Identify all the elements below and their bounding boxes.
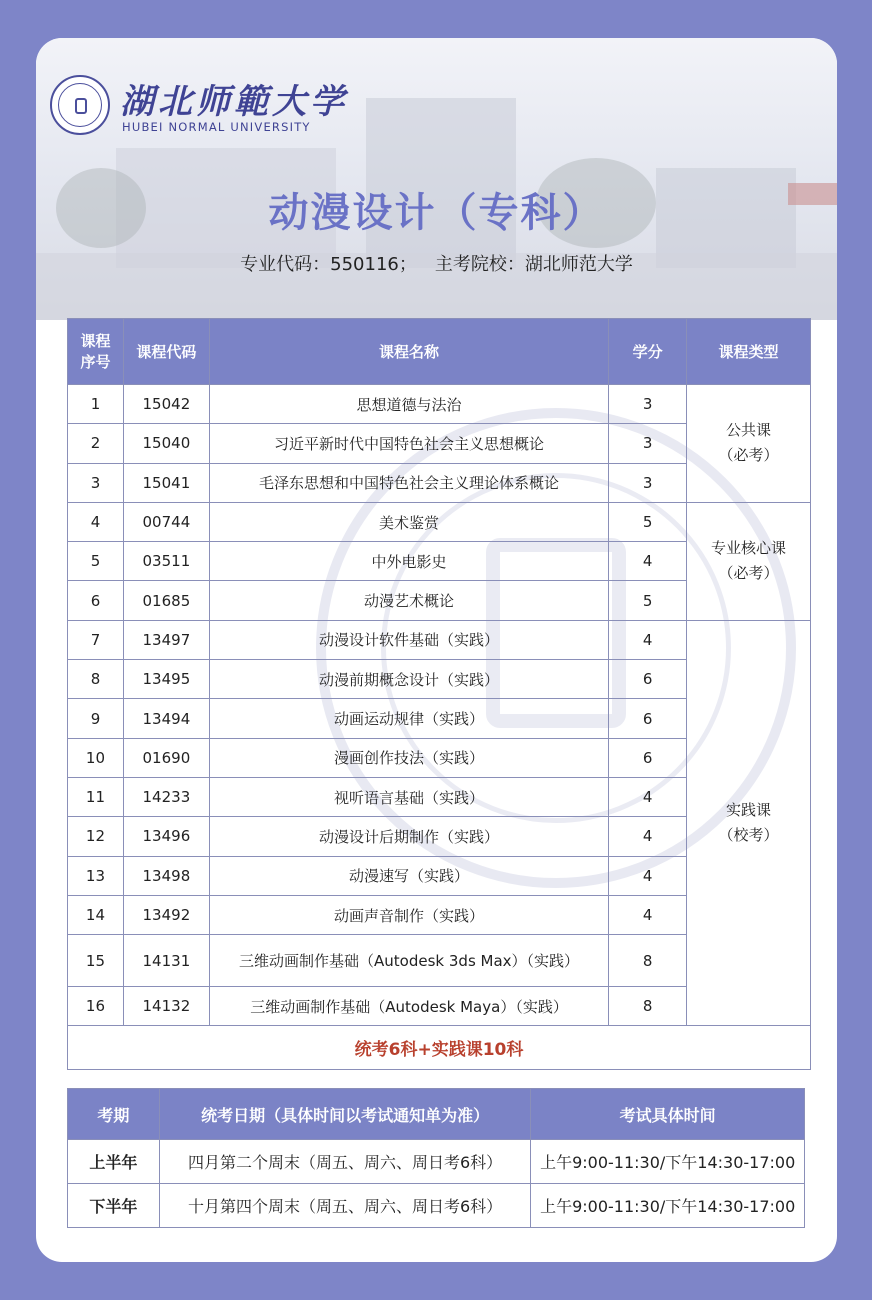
cell-code: 15042 — [123, 385, 209, 424]
cell-code: 15040 — [123, 424, 209, 463]
cell-credit: 3 — [609, 385, 687, 424]
cell-index: 14 — [68, 895, 124, 934]
cell-credit: 4 — [609, 817, 687, 856]
cell-name: 动漫速写（实践） — [209, 856, 608, 895]
table-row — [68, 1140, 805, 1184]
cell-name: 动漫艺术概论 — [209, 581, 608, 620]
cell-credit: 6 — [609, 660, 687, 699]
cell-credit: 5 — [609, 581, 687, 620]
university-name-cn: 湖北师範大学 — [120, 82, 348, 122]
header-name: 课程名称 — [209, 319, 608, 385]
cell-credit: 3 — [609, 424, 687, 463]
cell-code: 13494 — [123, 699, 209, 738]
course-table-header — [68, 319, 811, 385]
cell-credit: 8 — [609, 987, 687, 1026]
cell-index: 6 — [68, 581, 124, 620]
exam-table-header — [68, 1089, 805, 1140]
cell-date: 四月第二个周末（周五、周六、周日考6科） — [159, 1140, 530, 1184]
cell-credit: 4 — [609, 856, 687, 895]
cell-code: 01685 — [123, 581, 209, 620]
cell-index: 9 — [68, 699, 124, 738]
cell-name: 思想道德与法治 — [209, 385, 608, 424]
cell-type-public: 公共课 （必考） — [687, 385, 811, 503]
cell-credit: 4 — [609, 542, 687, 581]
cell-credit: 4 — [609, 777, 687, 816]
cell-index: 1 — [68, 385, 124, 424]
header-date: 统考日期（具体时间以考试通知单为准） — [159, 1089, 530, 1140]
cell-code: 13497 — [123, 620, 209, 659]
cell-name: 视听语言基础（实践） — [209, 777, 608, 816]
major-code: 专业代码：550116； — [240, 254, 417, 275]
cell-code: 13496 — [123, 817, 209, 856]
cell-name: 动画运动规律（实践） — [209, 699, 608, 738]
host-school: 主考院校：湖北师范大学 — [434, 254, 633, 275]
cell-index: 16 — [68, 987, 124, 1026]
cell-name: 习近平新时代中国特色社会主义思想概论 — [209, 424, 608, 463]
university-name-en: HUBEI NORMAL UNIVERSITY — [122, 120, 311, 134]
summary-row — [68, 1026, 811, 1070]
campus-photo-banner — [36, 38, 837, 320]
page-title: 动漫设计（专科） — [268, 190, 605, 236]
cell-name: 三维动画制作基础（Autodesk Maya）（实践） — [209, 987, 608, 1026]
table-row — [68, 385, 811, 424]
cell-credit: 4 — [609, 620, 687, 659]
cell-credit: 4 — [609, 895, 687, 934]
cell-credit: 3 — [609, 463, 687, 502]
cell-credit: 5 — [609, 502, 687, 541]
cell-name: 中外电影史 — [209, 542, 608, 581]
cell-code: 13495 — [123, 660, 209, 699]
cell-name: 毛泽东思想和中国特色社会主义理论体系概论 — [209, 463, 608, 502]
cell-credit: 6 — [609, 738, 687, 777]
cell-index: 10 — [68, 738, 124, 777]
course-table — [67, 318, 811, 1070]
cell-period: 上半年 — [68, 1140, 160, 1184]
cell-code: 15041 — [123, 463, 209, 502]
cell-code: 14132 — [123, 987, 209, 1026]
cell-code: 14233 — [123, 777, 209, 816]
cell-index: 7 — [68, 620, 124, 659]
table-row — [68, 502, 811, 541]
header-index: 课程 序号 — [68, 319, 124, 385]
cell-name: 漫画创作技法（实践） — [209, 738, 608, 777]
header-type: 课程类型 — [687, 319, 811, 385]
header-period: 考期 — [68, 1089, 160, 1140]
cell-code: 13492 — [123, 895, 209, 934]
cell-index: 5 — [68, 542, 124, 581]
page-subtitle — [36, 250, 837, 276]
cell-index: 15 — [68, 935, 124, 987]
poster-card — [36, 38, 837, 1262]
table-row — [68, 1184, 805, 1228]
cell-code: 14131 — [123, 935, 209, 987]
cell-time: 上午9:00-11:30/下午14:30-17:00 — [531, 1184, 805, 1228]
university-emblem-icon — [50, 75, 110, 135]
cell-code: 13498 — [123, 856, 209, 895]
cell-index: 12 — [68, 817, 124, 856]
cell-period: 下半年 — [68, 1184, 160, 1228]
cell-name: 三维动画制作基础（Autodesk 3ds Max）（实践） — [209, 935, 608, 987]
cell-index: 3 — [68, 463, 124, 502]
cell-date: 十月第四个周末（周五、周六、周日考6科） — [159, 1184, 530, 1228]
cell-code: 00744 — [123, 502, 209, 541]
cell-type-core: 专业核心课 （必考） — [687, 502, 811, 620]
cell-index: 8 — [68, 660, 124, 699]
cell-type-practice: 实践课 （校考） — [687, 620, 811, 1026]
cell-index: 13 — [68, 856, 124, 895]
exam-schedule-table — [67, 1088, 805, 1228]
cell-index: 11 — [68, 777, 124, 816]
header-credit: 学分 — [609, 319, 687, 385]
cell-index: 2 — [68, 424, 124, 463]
cell-name: 动漫前期概念设计（实践） — [209, 660, 608, 699]
cell-name: 动漫设计后期制作（实践） — [209, 817, 608, 856]
cell-credit: 6 — [609, 699, 687, 738]
header-code: 课程代码 — [123, 319, 209, 385]
summary-text: 统考6科+实践课10科 — [68, 1026, 811, 1070]
cell-code: 03511 — [123, 542, 209, 581]
cell-name: 动画声音制作（实践） — [209, 895, 608, 934]
cell-name: 美术鉴赏 — [209, 502, 608, 541]
cell-credit: 8 — [609, 935, 687, 987]
cell-index: 4 — [68, 502, 124, 541]
table-row — [68, 620, 811, 659]
cell-name: 动漫设计软件基础（实践） — [209, 620, 608, 659]
cell-code: 01690 — [123, 738, 209, 777]
cell-time: 上午9:00-11:30/下午14:30-17:00 — [531, 1140, 805, 1184]
header-time: 考试具体时间 — [531, 1089, 805, 1140]
